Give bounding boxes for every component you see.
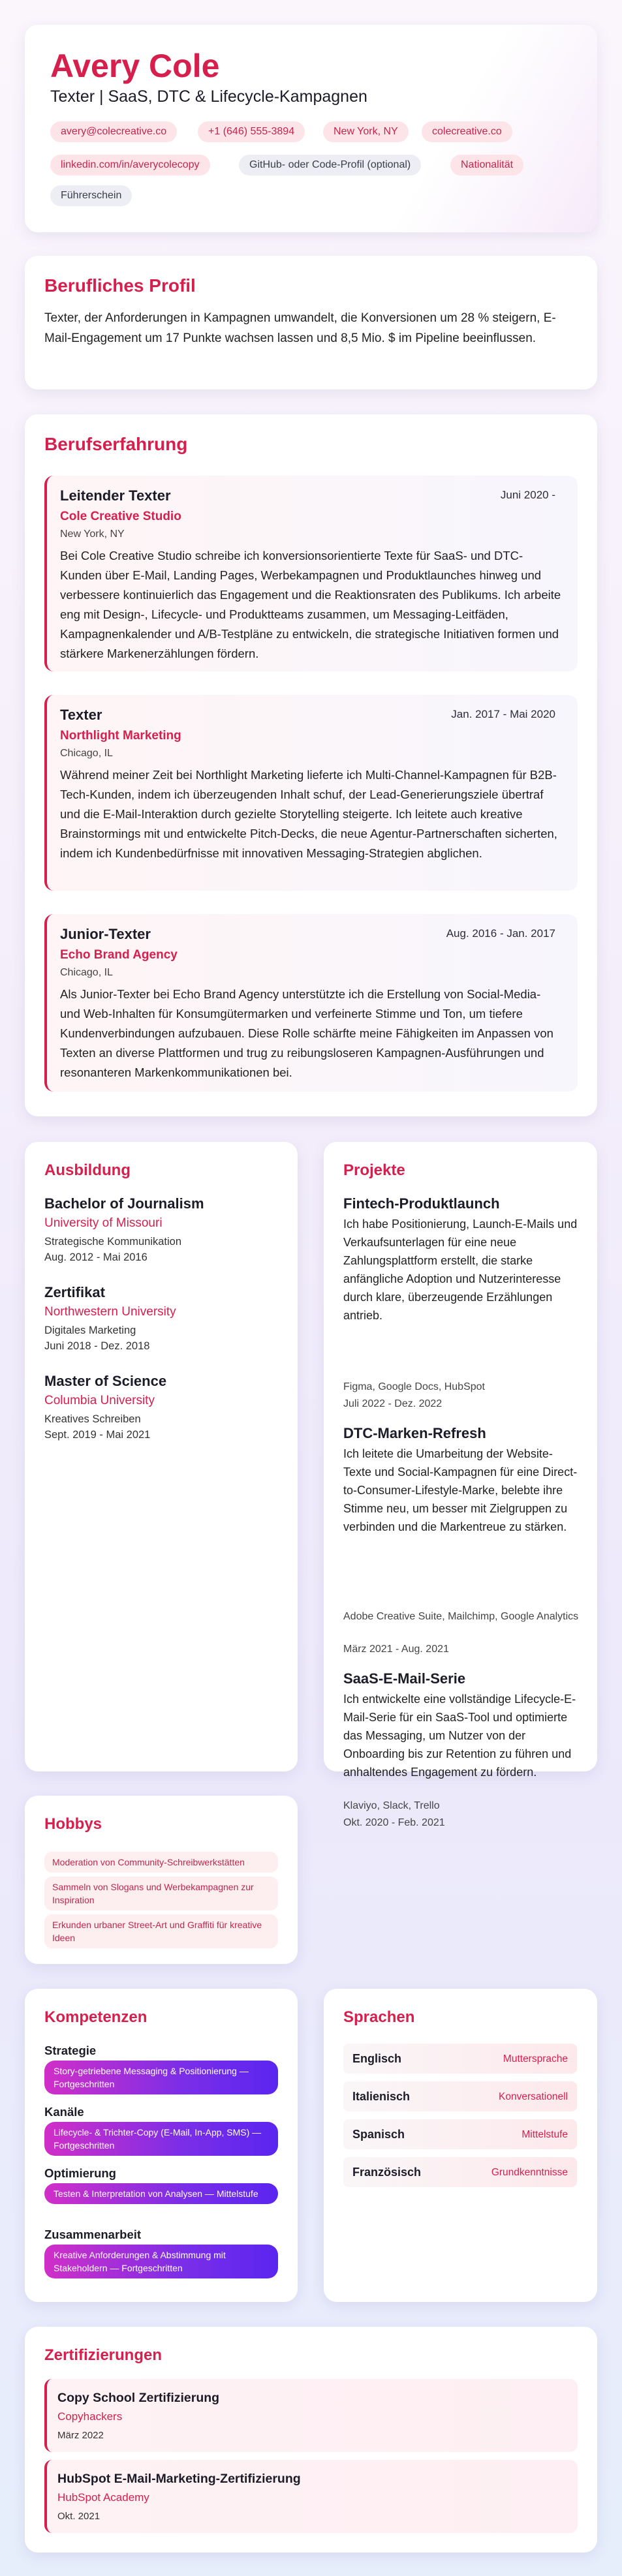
job-entry — [44, 476, 578, 671]
projects-card — [324, 1142, 597, 1828]
job-company: Echo Brand Agency — [60, 948, 178, 962]
education-school: Northwestern University — [44, 1305, 176, 1319]
skill-category: Zusammenarbeit — [44, 2228, 142, 2241]
project-tools: Figma, Google Docs, HubSpot — [343, 1381, 485, 1392]
contact-github[interactable]: GitHub- oder Code-Profil (optional) — [239, 155, 421, 176]
hobbies-title: Hobbys — [44, 1815, 102, 1833]
project-tools: Adobe Creative Suite, Mailchimp, Google Analytics — [343, 1611, 579, 1622]
certification-date: Okt. 2021 — [57, 2511, 101, 2522]
job-company: Cole Creative Studio — [60, 510, 181, 523]
job-date: Juni 2020 - — [500, 489, 555, 501]
job-description: Bei Cole Creative Studio schreibe ich konversionsorientierte Texte für SaaS- und DTC-Kunden über E-Mail, Landing Pages, Werbekampagnen und Produktlaunches hinweg und verbessere kontinuierlich das Engagement und die Reaktionsraten des Publikums. Ich arbeite eng mit Design-, Lifecycle- und Produktteams zusammen, um Messaging-Leitfäden, Kampagnenkalender und A/B-Testpläne zu entwickeln, die strategische Initiativen formen und stärkere Markenerzählungen fördern. — [60, 549, 561, 660]
language-level: Grundkenntnisse — [491, 2167, 568, 2178]
certifications-card — [25, 2327, 597, 2553]
education-title: Ausbildung — [44, 1161, 131, 1179]
job-entry — [44, 695, 578, 891]
certification-date: März 2022 — [57, 2430, 104, 2441]
job-title: Leitender Texter — [60, 487, 171, 504]
job-description: Während meiner Zeit bei Northlight Marketing lieferte ich Multi-Channel-Kampagnen für B2B-Tech-Kunden, indem ich überzeugenden Inhalt schuf, der Lead-Generierungsziele übertraf und die E-Mail-Interaktion durch gezielte Storytelling steigerte. Ich leitete auch kreative Brainstormings mit und entwickelte Pitch-Decks, die neue Agentur-Partnerschaften sicherten, indem ich Kundenbedürfnisse mit innovativen Messaging-Strategien abglichen. — [60, 768, 557, 860]
job-description: Als Junior-Texter bei Echo Brand Agency unterstützte ich die Erstellung von Social-Media- und Web-Inhalten für Konsumgütermarken und verfeinerte Stimme und Ton, um tiefere Kundenverbindungen aufzubauen. Diese Rolle schärfte meine Fähigkeiten im Anpassen von Texten an diverse Plattformen und trug zu reibungsloseren Kampagnen-Ausführungen und resonanteren Markenkommunikationen bei. — [60, 987, 553, 1079]
project-title: SaaS-E-Mail-Serie — [343, 1670, 466, 1687]
contact-phone[interactable]: +1 (646) 555-3894 — [198, 121, 305, 142]
skill-pill: Story-getriebene Messaging & Positionierung — Fortgeschritten — [44, 2061, 278, 2094]
job-company: Northlight Marketing — [60, 729, 181, 743]
summary-title: Berufliches Profil — [44, 275, 196, 296]
project-dates: Juli 2022 - Dez. 2022 — [343, 1398, 443, 1409]
job-entry — [44, 914, 578, 1092]
education-school: University of Missouri — [44, 1216, 163, 1230]
projects-title: Projekte — [343, 1161, 405, 1179]
project-title: DTC-Marken-Refresh — [343, 1425, 486, 1441]
contact-website[interactable]: colecreative.co — [422, 121, 512, 142]
language-name: Spanisch — [352, 2128, 405, 2141]
skill-pill: Testen & Interpretation von Analysen — Mittelstufe — [44, 2183, 278, 2204]
job-date: Aug. 2016 - Jan. 2017 — [446, 927, 555, 940]
education-field: Strategische Kommunikation — [44, 1236, 182, 1248]
certification-name: HubSpot E-Mail-Marketing-Zertifizierung — [57, 2472, 301, 2486]
experience-title: Berufserfahrung — [44, 434, 188, 454]
contact-linkedin[interactable]: linkedin.com/in/averycolecopy — [50, 155, 210, 176]
education-dates: Sept. 2019 - Mai 2021 — [44, 1429, 151, 1441]
project-description: Ich leitete die Umarbeitung der Website-Texte und Social-Kampagnen für eine Direct-to-Consumer-Lifestyle-Marke, belebte ihre Stimme neu, um besser mit Zielgruppen zu verbinden und die Markentreue zu stärken. — [343, 1447, 578, 1533]
education-degree: Master of Science — [44, 1373, 167, 1389]
hobby-item: Sammeln von Slogans und Werbekampagnen zur Inspiration — [44, 1877, 278, 1910]
contact-license: Führerschein — [50, 185, 132, 206]
language-name: Englisch — [352, 2052, 402, 2065]
education-dates: Juni 2018 - Dez. 2018 — [44, 1340, 150, 1352]
education-degree: Bachelor of Journalism — [44, 1195, 204, 1212]
language-name: Italienisch — [352, 2090, 411, 2103]
education-dates: Aug. 2012 - Mai 2016 — [44, 1251, 148, 1263]
contact-email[interactable]: avery@colecreative.co — [50, 121, 177, 142]
skills-card — [25, 1989, 298, 2302]
job-title: Texter — [60, 707, 102, 723]
project-dates: Okt. 2020 - Feb. 2021 — [343, 1817, 445, 1828]
experience-card — [25, 414, 597, 1116]
job-location: Chicago, IL — [60, 748, 113, 759]
candidate-name: Avery Cole — [50, 48, 220, 84]
certification-issuer: Copyhackers — [57, 2410, 123, 2423]
education-degree: Zertifikat — [44, 1284, 105, 1300]
language-name: Französisch — [352, 2166, 422, 2179]
languages-card — [324, 1989, 597, 2302]
education-field: Kreatives Schreiben — [44, 1413, 141, 1425]
language-row — [343, 2157, 577, 2187]
certification-issuer: HubSpot Academy — [57, 2491, 149, 2504]
job-title: Junior-Texter — [60, 926, 151, 942]
language-row — [343, 2119, 577, 2149]
hobbies-card — [25, 1796, 298, 1964]
summary-card — [25, 256, 597, 390]
language-row — [343, 2044, 577, 2074]
language-level: Muttersprache — [503, 2053, 568, 2064]
project-title: Fintech-Produktlaunch — [343, 1195, 500, 1212]
certification-entry — [44, 2379, 578, 2452]
skill-category: Kanäle — [44, 2105, 84, 2119]
job-location: Chicago, IL — [60, 967, 113, 978]
language-level: Konversationell — [499, 2091, 568, 2102]
skill-category: Strategie — [44, 2044, 97, 2057]
certification-name: Copy School Zertifizierung — [57, 2391, 220, 2405]
headline: Texter | SaaS, DTC & Lifecycle-Kampagnen — [50, 87, 367, 106]
education-field: Digitales Marketing — [44, 1325, 136, 1336]
project-description: Ich entwickelte eine vollständige Lifecycle-E-Mail-Serie für ein SaaS-Tool und optimierte das Messaging, um Nutzer von der Onboarding bis zur Retention zu führen und anhaltendes Engagement zu fördern. — [343, 1693, 576, 1779]
job-date: Jan. 2017 - Mai 2020 — [451, 708, 555, 720]
languages-title: Sprachen — [343, 2008, 415, 2026]
language-level: Mittelstufe — [521, 2129, 568, 2140]
contact-nationality: Nationalität — [450, 155, 523, 176]
language-row — [343, 2081, 577, 2111]
education-card — [25, 1142, 298, 1771]
certification-entry — [44, 2460, 578, 2533]
contact-location: New York, NY — [323, 121, 409, 142]
certifications-title: Zertifizierungen — [44, 2346, 163, 2364]
header-card — [25, 25, 597, 232]
skills-title: Kompetenzen — [44, 2008, 148, 2026]
education-school: Columbia University — [44, 1394, 155, 1407]
project-tools: Klaviyo, Slack, Trello — [343, 1800, 440, 1811]
skill-pill: Lifecycle- & Trichter-Copy (E-Mail, In-App, SMS) — Fortgeschritten — [44, 2122, 278, 2156]
project-dates: März 2021 - Aug. 2021 — [343, 1644, 449, 1655]
skill-category: Optimierung — [44, 2166, 116, 2180]
hobby-item: Erkunden urbaner Street-Art und Graffiti für kreative Ideen — [44, 1914, 278, 1948]
project-description: Ich habe Positionierung, Launch-E-Mails und Verkaufsunterlagen für eine neue Zahlungsplattform erstellt, die starke anfängliche Adoption und Nutzerinteresse durch klare, überzeugende Erzählungen antrieb. — [343, 1218, 578, 1322]
hobby-item: Moderation von Community-Schreibwerkstätten — [44, 1852, 278, 1873]
job-location: New York, NY — [60, 529, 125, 540]
summary-text: Texter, der Anforderungen in Kampagnen umwandelt, die Konversionen um 28 % steigern, E-Mail-Engagement um 17 Punkte wachsen lassen und 8,5 Mio. $ im Pipeline beeinflussen. — [44, 311, 556, 345]
skill-pill: Kreative Anforderungen & Abstimmung mit Stakeholdern — Fortgeschritten — [44, 2245, 278, 2278]
